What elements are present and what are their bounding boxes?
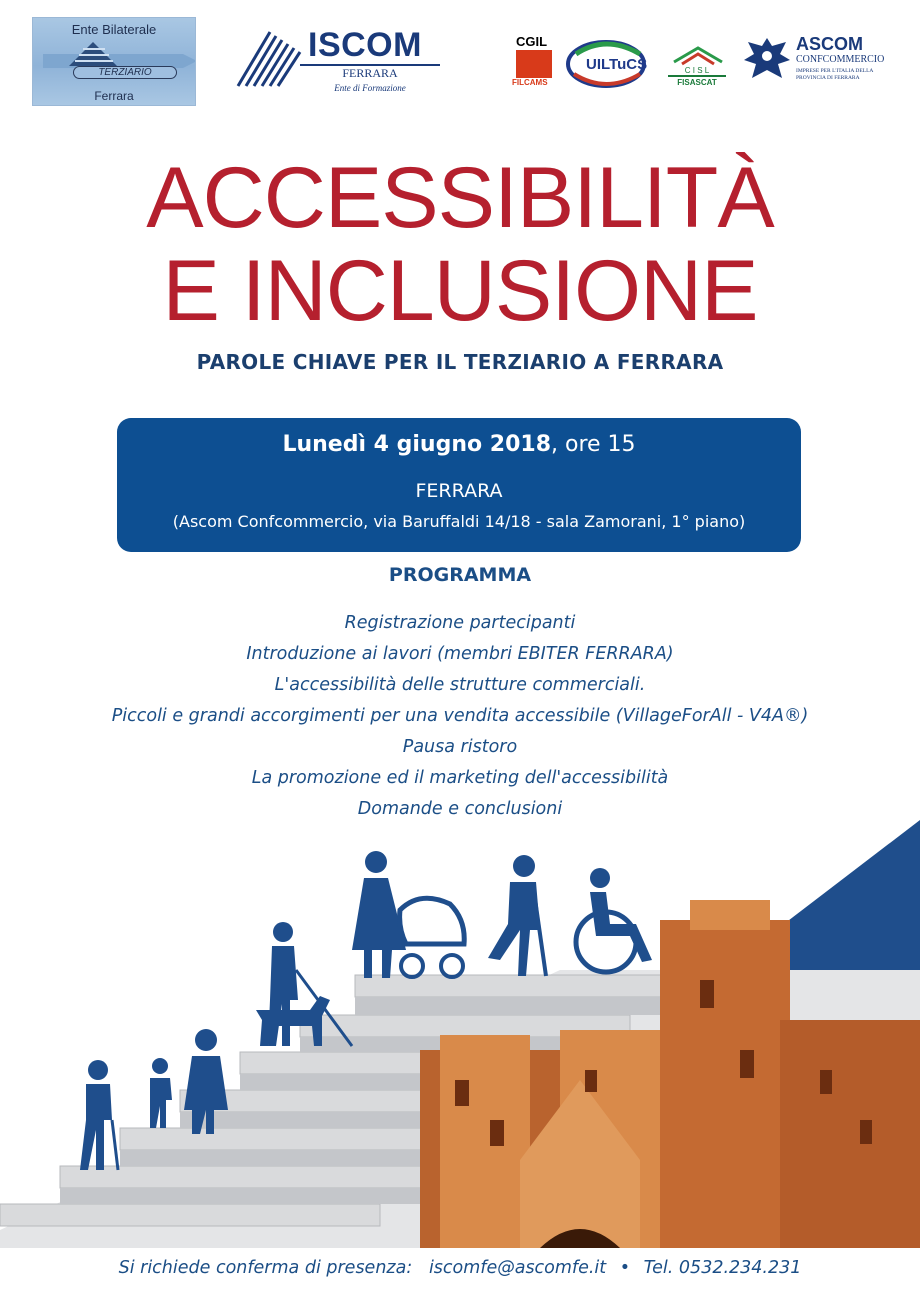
cisl-logo-sub: FISASCAT bbox=[677, 78, 717, 87]
person-adult-icon bbox=[195, 1029, 217, 1051]
event-time: , ore 15 bbox=[551, 432, 636, 457]
ascom-logo-sub2: IMPRESE PER L'ITALIA DELLA PROVINCIA DI FERRARA bbox=[796, 68, 874, 81]
person-elderly-icon bbox=[88, 1060, 108, 1080]
cisl-flag-icon bbox=[668, 44, 728, 66]
ente-bilaterale-logo bbox=[32, 17, 196, 106]
uiltucs-logo-name: UILTuCS bbox=[586, 56, 648, 73]
footer-phone: Tel. 0532.234.231 bbox=[643, 1258, 802, 1278]
event-date-line bbox=[117, 432, 801, 457]
footer-email-link[interactable]: iscomfe@ascomfe.it bbox=[428, 1258, 607, 1278]
iscom-mark-icon bbox=[234, 28, 304, 88]
event-city: FERRARA bbox=[415, 480, 503, 502]
ente-bilaterale-line1: Ente Bilaterale bbox=[71, 22, 157, 37]
person-wheelchair-icon bbox=[590, 868, 610, 888]
cgil-logo-mark bbox=[516, 50, 552, 78]
illustration-stairs-castle bbox=[0, 820, 920, 1248]
person-child-icon bbox=[152, 1058, 168, 1074]
cgil-logo-name: CGIL bbox=[516, 34, 548, 49]
footer-contact bbox=[0, 1258, 920, 1278]
ascom-eagle-icon bbox=[742, 34, 792, 84]
title-line-2: E INCLUSIONE bbox=[162, 243, 758, 339]
iscom-subtitle: Ente di Formazione bbox=[334, 83, 406, 93]
program-item: L'accessibilità delle strutture commerciali. bbox=[274, 675, 646, 695]
title-line-1: ACCESSIBILITÀ bbox=[146, 150, 774, 246]
ente-bilaterale-line2: TERZIARIO bbox=[73, 66, 177, 79]
person-crutches-icon bbox=[513, 855, 535, 877]
ascom-logo-name: ASCOM bbox=[796, 34, 863, 54]
event-date: Lunedì 4 giugno 2018 bbox=[282, 432, 551, 457]
event-info-box bbox=[117, 418, 801, 552]
person-woman-icon bbox=[365, 851, 387, 873]
program-item: Pausa ristoro bbox=[402, 737, 518, 757]
subtitle: PAROLE CHIAVE PER IL TERZIARIO A FERRARA bbox=[196, 350, 724, 374]
iscom-name: ISCOM bbox=[308, 26, 422, 64]
ente-bilaterale-line3: Ferrara bbox=[94, 89, 134, 103]
cisl-logo-name: C I S L bbox=[668, 66, 726, 77]
program-heading: PROGRAMMA bbox=[388, 564, 532, 586]
program-item: La promozione ed il marketing dell'accessibilità bbox=[251, 768, 669, 788]
footer-separator: • bbox=[619, 1258, 631, 1278]
footer-label: Si richiede conferma di presenza: bbox=[118, 1258, 413, 1278]
program-item: Piccoli e grandi accorgimenti per una vendita accessibile (VillageForAll - V4A®) bbox=[111, 706, 809, 726]
event-venue: (Ascom Confcommercio, via Baruffaldi 14/18 - sala Zamorani, 1° piano) bbox=[172, 512, 746, 531]
program-list bbox=[0, 608, 920, 825]
person-blind-icon bbox=[273, 922, 293, 942]
program-item: Registrazione partecipanti bbox=[344, 613, 576, 633]
iscom-city: FERRARA bbox=[342, 66, 398, 80]
cgil-logo-sub: FILCAMS bbox=[512, 78, 548, 87]
program-item: Introduzione ai lavori (membri EBITER FERRARA) bbox=[246, 644, 674, 664]
program-item: Domande e conclusioni bbox=[357, 799, 563, 819]
pram-icon bbox=[400, 898, 465, 944]
ascom-logo-sub: CONFCOMMERCIO bbox=[796, 54, 885, 65]
